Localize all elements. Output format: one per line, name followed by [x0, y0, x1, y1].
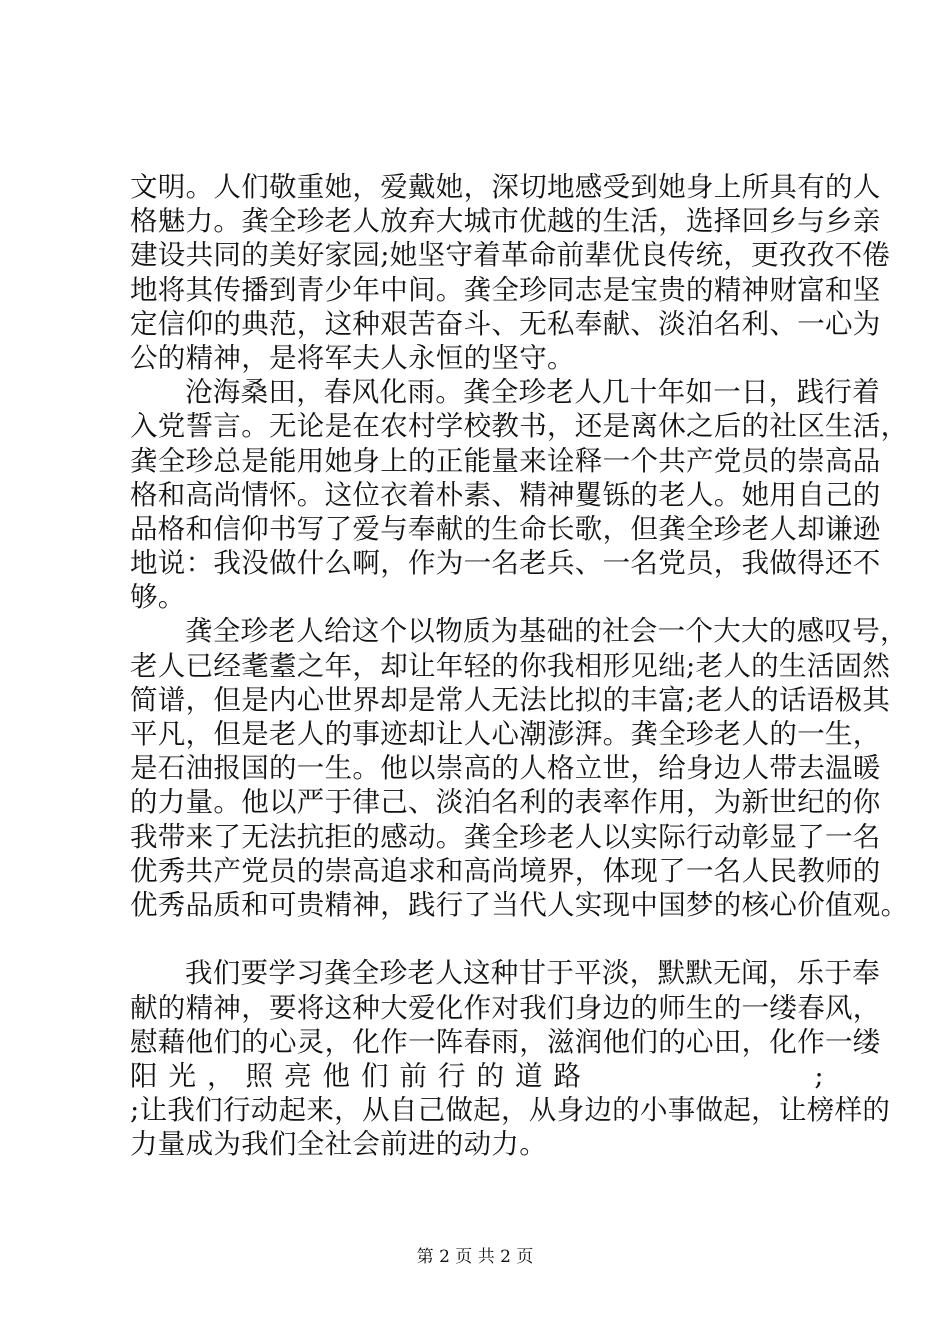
text-line: 品格和信仰书写了爱与奉献的生命长歌，但龚全珍老人却谦逊	[130, 512, 881, 545]
text-line: 格魅力。龚全珍老人放弃大城市优越的生活，选择回乡与乡亲	[130, 205, 881, 238]
text-line: 够。	[130, 581, 186, 614]
text-line: 我带来了无法抗拒的感动。龚全珍老人以实际行动彰显了一名	[130, 820, 881, 853]
spread-line-right: ;	[814, 1059, 824, 1092]
text-line: 龚全珍老人给这个以物质为基础的社会一个大大的感叹号，	[185, 615, 908, 648]
text-line: 我们要学习龚全珍老人这种甘于平淡，默默无闻，乐于奉	[185, 957, 880, 990]
text-line: 地将其传播到青少年中间。龚全珍同志是宝贵的精神财富和坚	[130, 273, 881, 306]
text-line: 公的精神，是将军夫人永恒的坚守。	[130, 341, 575, 374]
text-line: 平凡，但是老人的事迹却让人心潮澎湃。龚全珍老人的一生，	[130, 718, 881, 750]
text-line: 龚全珍总是能用她身上的正能量来诠释一个共产党员的崇高品	[130, 444, 881, 477]
page-footer	[0, 1246, 950, 1268]
text-line: 优秀共产党员的崇高追求和高尚境界，体现了一名人民教师的	[130, 854, 881, 887]
text-line: 是石油报国的一生。他以崇高的人格立世，给身边人带去温暖	[130, 752, 881, 785]
text-line: ;让我们行动起来，从自己做起，从身边的小事做起，让榜样的	[130, 1094, 891, 1127]
text-line: 格和高尚情怀。这位衣着朴素、精神矍铄的老人。她用自己的	[130, 478, 881, 511]
text-line: 力量成为我们全社会前进的动力。	[130, 1128, 547, 1161]
text-line: 简谱，但是内心世界却是常人无法比拟的丰富;老人的话语极其	[130, 683, 891, 716]
text-line: 入党誓言。无论是在农村学校教书，还是离休之后的社区生活，	[130, 410, 909, 443]
text-line: 慰藉他们的心灵，化作一阵春雨，滋润他们的心田，化作一缕	[130, 1025, 881, 1058]
paragraph-4	[130, 956, 891, 1161]
text-line: 建设共同的美好家园;她坚守着革命前辈优良传统，更孜孜不倦	[130, 239, 891, 272]
paragraph-1	[130, 170, 891, 375]
text-line: 地说：我没做什么啊，作为一名老兵、一名党员，我做得还不	[130, 547, 881, 580]
page-number-label: 第 2 页 共 2 页	[416, 1247, 534, 1267]
paragraph-2	[130, 375, 909, 614]
text-line: 文明。人们敬重她，爱戴她，深切地感受到她身上所具有的人	[130, 171, 881, 203]
text-line: 献的精神，要将这种大爱化作对我们身边的师生的一缕春风，	[130, 991, 881, 1024]
text-line: 优秀品质和可贵精神，践行了当代人实现中国梦的核心价值观。	[130, 888, 909, 921]
text-line: 沧海桑田，春风化雨。龚全珍老人几十年如一日，践行着	[185, 376, 880, 409]
text-line: 定信仰的典范，这种艰苦奋斗、无私奉献、淡泊名利、一心为	[130, 307, 881, 340]
text-line: 的力量。他以严于律己、淡泊名利的表率作用，为新世纪的你	[130, 786, 881, 819]
document-body	[130, 170, 909, 1161]
paragraph-3	[130, 614, 909, 922]
text-line: 老人已经耄耋之年，却让年轻的你我相形见绌;老人的生活固然	[130, 649, 891, 682]
spread-line-left: 阳光，照亮他们前行的道路	[130, 1059, 592, 1092]
paragraph-gap	[130, 922, 824, 956]
text-line-spread	[130, 1059, 824, 1093]
